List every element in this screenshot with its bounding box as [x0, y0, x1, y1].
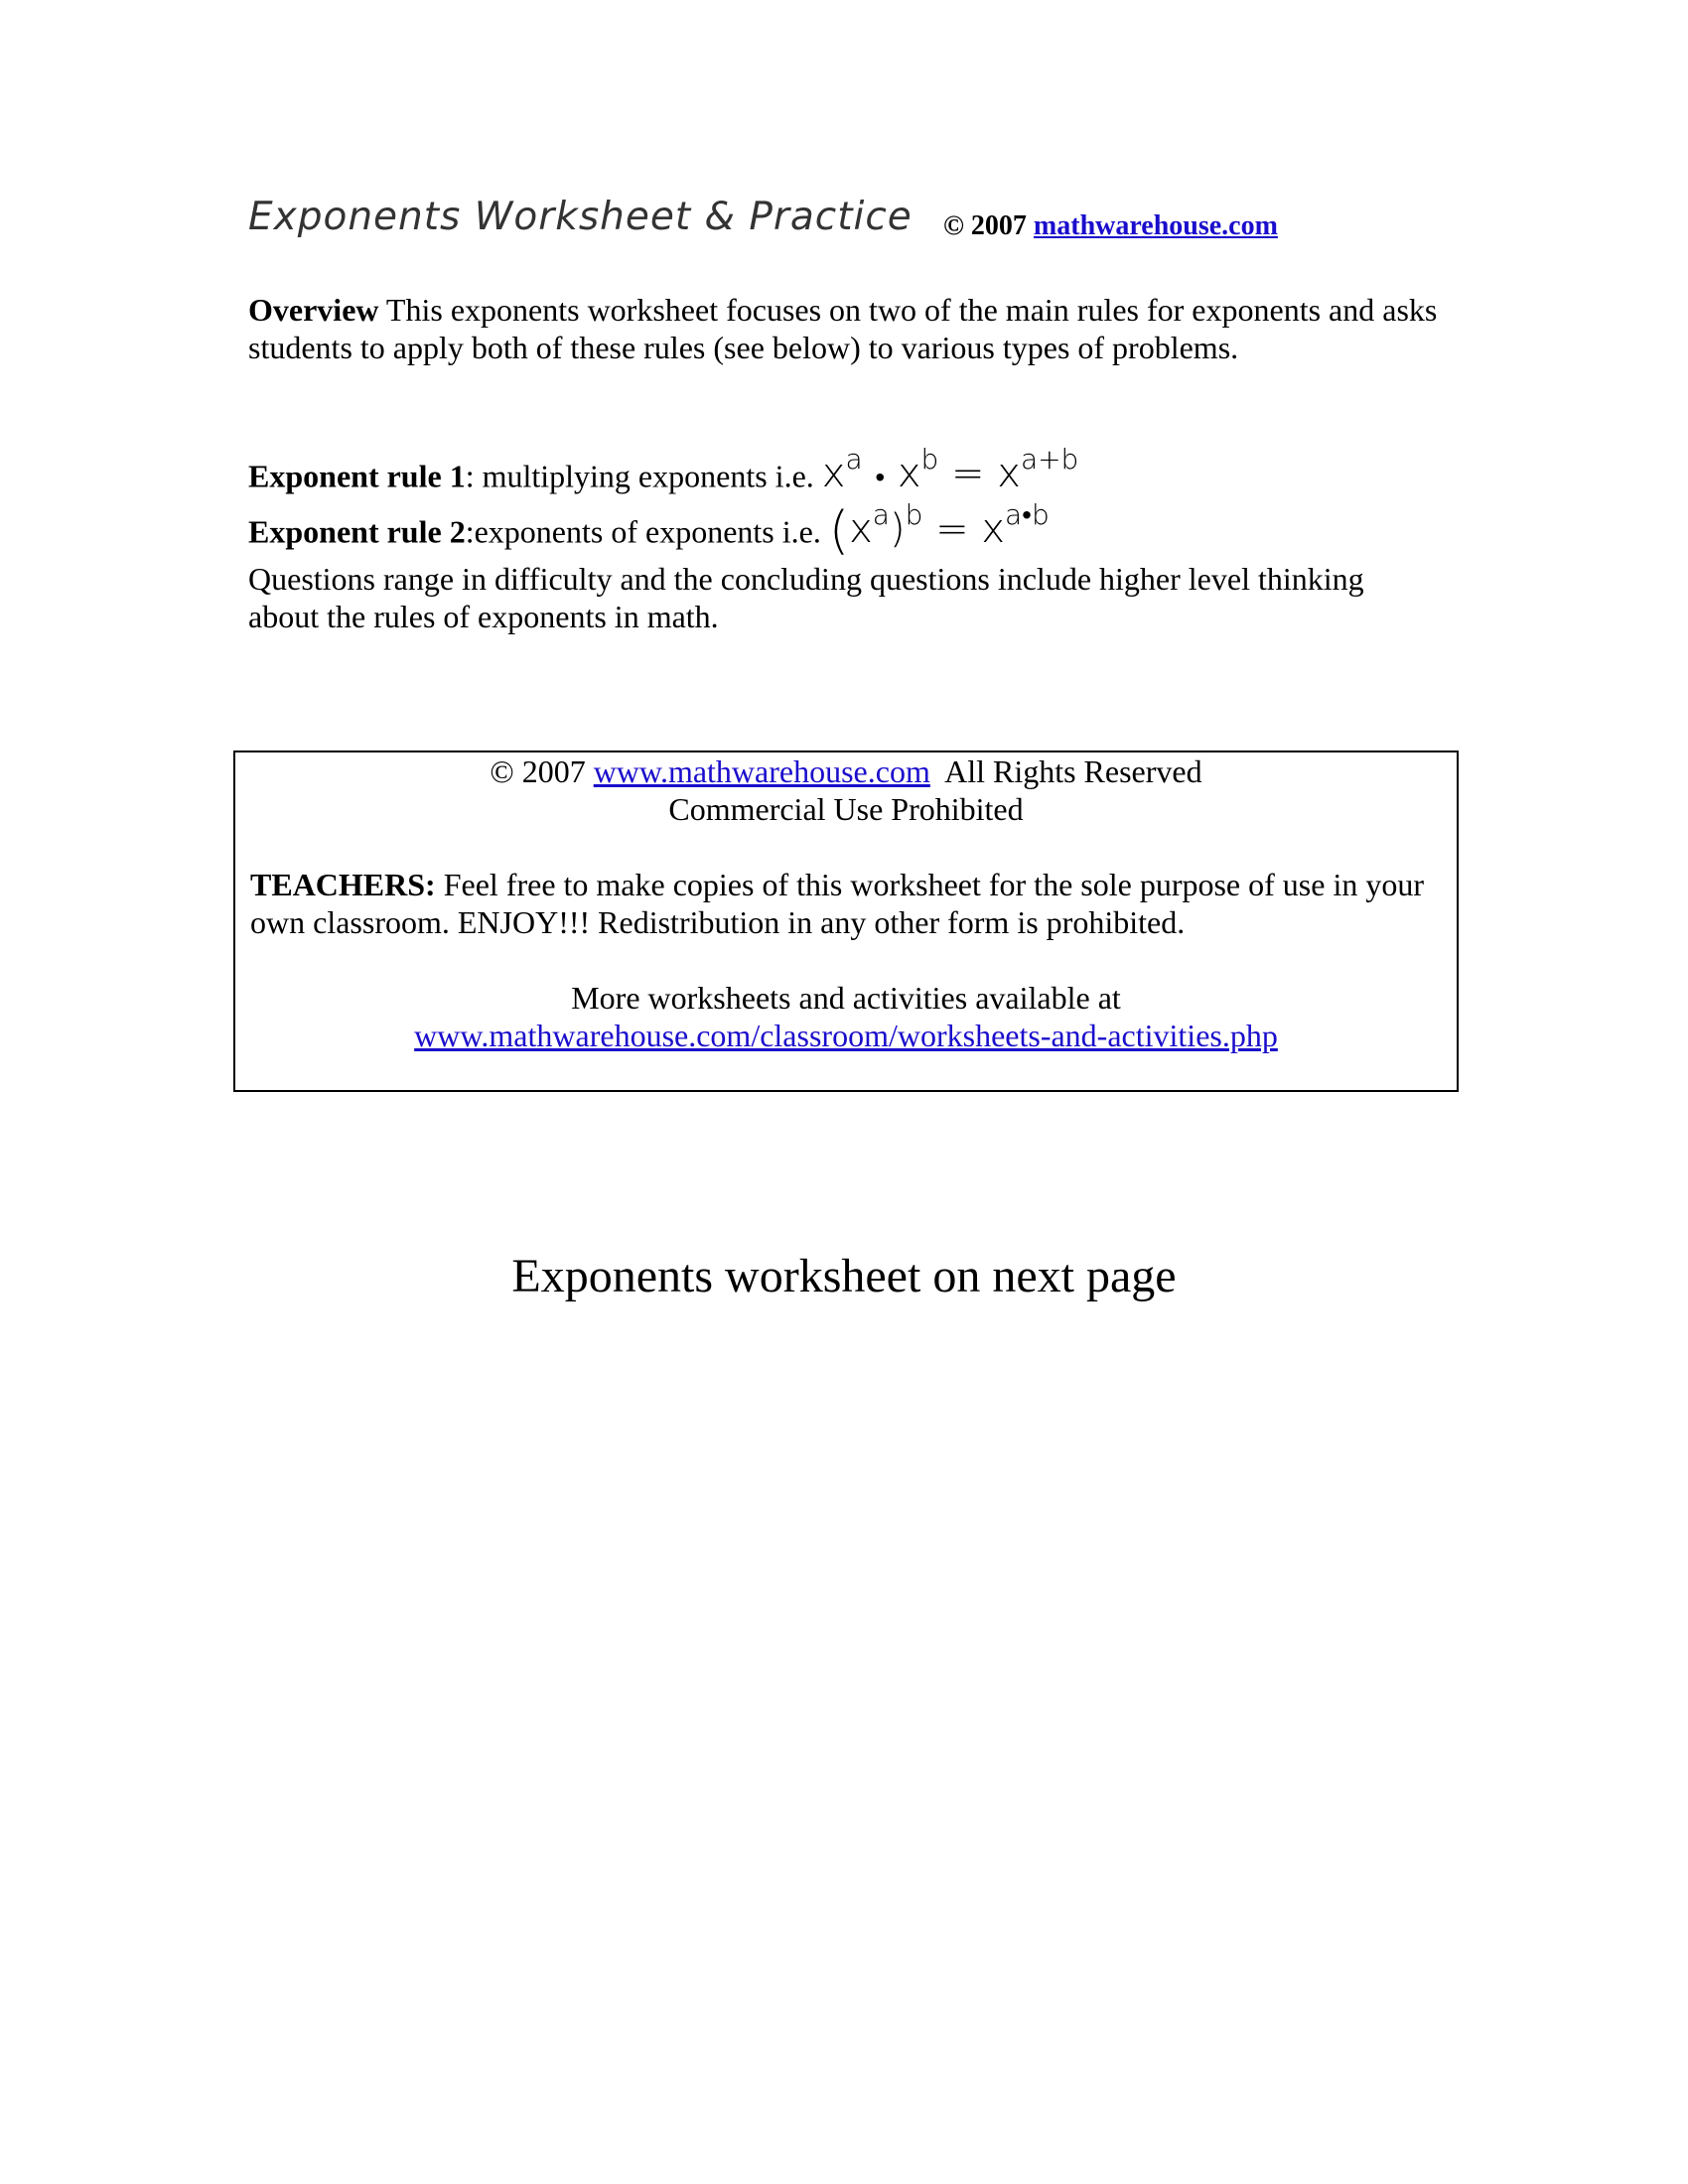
next-page-notice: Exponents worksheet on next page [511, 1250, 1177, 1302]
overview-text: This exponents worksheet focuses on two of the main rules for exponents and asks students to apply both of these rules (see below) to various types of problems. [248, 292, 1438, 365]
formula-exponent: b [905, 498, 923, 531]
formula-exponent: a [845, 443, 863, 476]
formula-open-paren: ( [828, 501, 850, 562]
exponent-rule-2 [248, 498, 1050, 562]
formula-result-exponent: a+b [1020, 443, 1079, 476]
formula-base: x [897, 451, 921, 497]
worksheets-link[interactable]: www.mathwarehouse.com/classroom/worksheets-and-activities.php [414, 1018, 1278, 1053]
notice-rights: All Rights Reserved [929, 753, 1202, 789]
rule-2-label: Exponent rule 2 [248, 513, 466, 550]
overview-paragraph [248, 291, 1440, 366]
formula-equals: = [951, 451, 985, 497]
formula-dot: • [875, 461, 886, 494]
worksheet-title: Exponents Worksheet & Practice [248, 195, 913, 239]
rule-1-label: Exponent rule 1 [248, 458, 466, 494]
notice-site-link[interactable]: www.mathwarehouse.com [593, 753, 930, 789]
formula-base: x [821, 451, 846, 497]
formula-base: x [849, 506, 873, 553]
notice-more-line [235, 1017, 1457, 1054]
teachers-label: TEACHERS: [250, 867, 436, 902]
header-copyright-prefix: © 2007 [943, 210, 1034, 241]
formula-result-exponent: a•b [1004, 498, 1050, 531]
rule-1-formula [821, 443, 1079, 497]
notice-more-text: More worksheets and activities available at [571, 980, 1121, 1016]
formula-equals: = [935, 506, 969, 553]
exponent-rule-1 [248, 445, 1078, 496]
copyright-notice-box [233, 751, 1459, 1092]
teachers-text: Feel free to make copies of this worksheet for the sole purpose of use in your own classroom. ENJOY!!! Redistribution in any other form is prohibited. [250, 867, 1424, 940]
notice-teachers-paragraph [250, 866, 1427, 941]
notice-commercial-line: Commercial Use Prohibited [668, 791, 1024, 827]
formula-base: x [981, 506, 1005, 553]
notice-copyright-prefix: © 2007 [490, 753, 594, 789]
rule-2-text: :exponents of exponents i.e. [465, 513, 829, 550]
difficulty-paragraph: Questions range in difficulty and the concluding questions include higher level thinking about the rules of exponents in math. [248, 561, 1364, 634]
formula-exponent: b [920, 443, 939, 476]
header-copyright [943, 210, 1278, 242]
header-site-link[interactable]: mathwarehouse.com [1033, 210, 1278, 241]
formula-base: x [997, 451, 1021, 497]
rule-2-formula [828, 498, 1050, 562]
overview-label: Overview [248, 292, 379, 328]
formula-close-paren: ) [889, 506, 906, 553]
formula-exponent: a [872, 498, 890, 531]
notice-copyright-line [235, 752, 1457, 790]
rule-1-text: : multiplying exponents i.e. [465, 458, 822, 494]
